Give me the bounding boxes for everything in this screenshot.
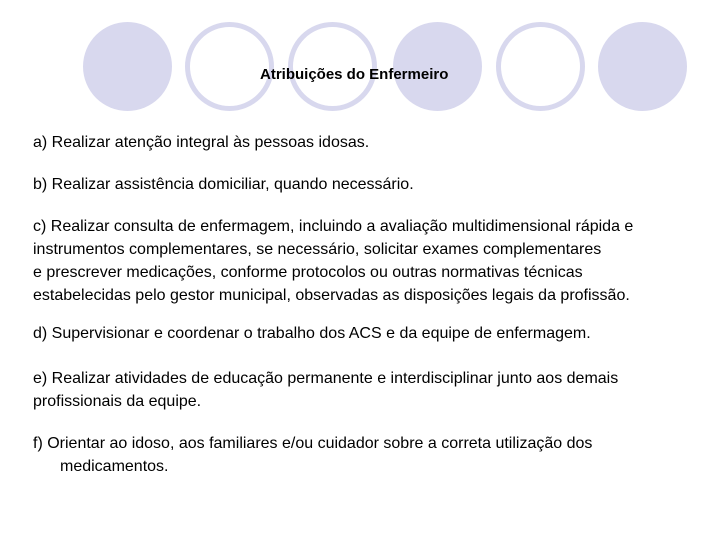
list-item-line: f) Orientar ao idoso, aos familiares e/ou cuidador sobre a correta utilização dos — [33, 435, 593, 452]
circle-decoration — [83, 22, 172, 111]
list-item-line: b) Realizar assistência domiciliar, quando necessário. — [33, 176, 414, 193]
list-item-line: instrumentos complementares, se necessário, solicitar exames complementares — [33, 241, 602, 258]
list-item-line: e) Realizar atividades de educação permanente e interdisciplinar junto aos demais — [33, 370, 619, 387]
list-item-f — [33, 432, 713, 478]
list-item-line: medicamentos. — [60, 458, 169, 475]
circle-decoration — [496, 22, 585, 111]
list-item-line: c) Realizar consulta de enfermagem, incluindo a avaliação multidimensional rápida e — [33, 218, 634, 235]
circle-decoration — [598, 22, 687, 111]
list-item-c — [33, 215, 713, 307]
list-item-b — [33, 173, 713, 196]
decorative-circles — [0, 0, 720, 120]
list-item-line: profissionais da equipe. — [33, 393, 202, 410]
list-item-line: estabelecidas pelo gestor municipal, observadas as disposições legais da profissão. — [33, 287, 630, 304]
list-item-line: a) Realizar atenção integral às pessoas idosas. — [33, 134, 370, 151]
slide-title: Atribuições do Enfermeiro — [260, 66, 449, 83]
list-item-e — [33, 367, 713, 413]
list-item-line: e prescrever medicações, conforme protocolos ou outras normativas técnicas — [33, 264, 583, 281]
list-item-a — [33, 131, 713, 154]
list-item-d — [33, 322, 713, 345]
list-item-line: d) Supervisionar e coordenar o trabalho dos ACS e da equipe de enfermagem. — [33, 325, 591, 342]
